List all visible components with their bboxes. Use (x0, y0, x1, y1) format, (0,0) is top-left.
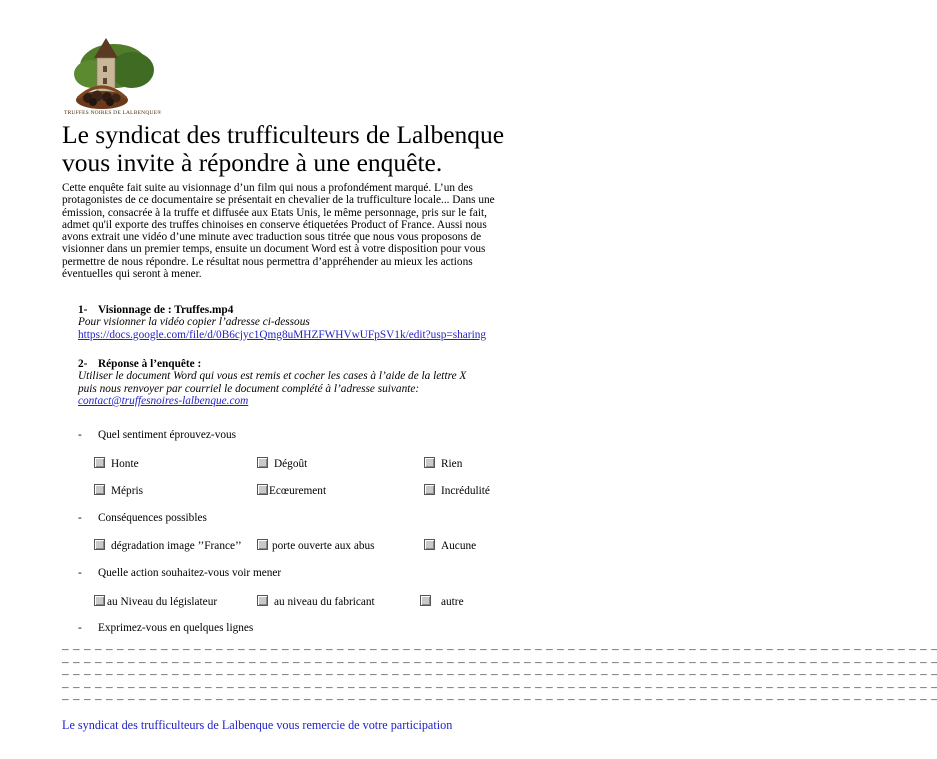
question-action (78, 567, 281, 579)
checkbox[interactable] (420, 595, 431, 606)
answer-line[interactable]: _ _ _ _ _ _ _ _ _ _ _ _ _ _ _ _ _ _ _ _ _ _ _ _ _ _ _ _ _ _ _ _ _ _ _ _ _ _ _ _ _ _ _ _ _ _ _ _ _ _ _ _ _ _ _ _ _ _ _ _ _ _ _ _ _ _ _ _ _ _ _ _ _ _ _ _ _ _ _ _ (62, 666, 937, 679)
intro-paragraph: Cette enquête fait suite au visionnage d’un film qui nous a profondément marqué. L’un des protagonistes de ce documentaire se présentait en chevalier de la trufficulture locale... Dans une émission, consacrée à la truffe et diffusée aux Etats Unis, le même personnage, pris sur le fait, admet qu'il exporte des truffes chinoises en conserve étiquetées Product of France. Aussi nous avons extrait une vidéo d’une minute avec traduction sous titrée que nous vous proposons de visionner dans un premier temps, ensuite un document Word est à votre disposition pour vous permettre de nous répondre. Le résultat nous permettra d’appréhender au mieux les actions éventuelles qui seront à mener. (62, 182, 495, 281)
answer-line[interactable]: _ _ _ _ _ _ _ _ _ _ _ _ _ _ _ _ _ _ _ _ _ _ _ _ _ _ _ _ _ _ _ _ _ _ _ _ _ _ _ _ _ _ _ _ _ _ _ _ _ _ _ _ _ _ _ _ _ _ _ _ _ _ _ _ _ _ _ _ _ _ _ _ _ _ _ _ _ _ _ _ (62, 653, 937, 666)
section-number: 2- (78, 358, 88, 370)
bullet-dash: - (78, 622, 82, 634)
video-instruction: Pour visionner la vidéo copier l’adresse ci-dessous (78, 316, 310, 329)
question-consequences (78, 512, 207, 524)
option-label: au niveau du fabricant (274, 596, 375, 608)
question-free-text (78, 622, 253, 634)
checkbox[interactable] (424, 539, 435, 550)
checkbox[interactable] (257, 595, 268, 606)
option-fabricant[interactable] (257, 595, 375, 608)
checkbox[interactable] (257, 539, 268, 550)
bullet-dash: - (78, 567, 82, 579)
question-label: Quel sentiment éprouvez-vous (98, 429, 237, 441)
answer-lines[interactable] (62, 641, 937, 704)
title-line-1: Le syndicat des trufficulteurs de Lalbenque (62, 120, 505, 149)
section-heading-text: Réponse à l’enquête : (98, 358, 202, 370)
answer-line[interactable]: _ _ _ _ _ _ _ _ _ _ _ _ _ _ _ _ _ _ _ _ _ _ _ _ _ _ _ _ _ _ _ _ _ _ _ _ _ _ _ _ _ _ _ _ _ _ _ _ _ _ _ _ _ _ _ _ _ _ _ _ _ _ _ _ _ _ _ _ _ _ _ _ _ _ _ _ _ _ _ _ (62, 691, 937, 704)
checkbox[interactable] (424, 484, 435, 495)
option-label: Incrédulité (441, 485, 490, 497)
option-label: Rien (441, 458, 463, 470)
option-label: Honte (111, 458, 139, 470)
option-honte[interactable] (94, 457, 139, 470)
section-number: 1- (78, 304, 88, 316)
survey-instruction-2: puis nous renvoyer par courriel le document complété à l’adresse suivante: (78, 382, 420, 395)
option-label: Dégoût (274, 458, 308, 470)
title-line-2: vous invite à répondre à une enquête. (62, 148, 443, 177)
bullet-dash: - (78, 429, 82, 441)
option-label: porte ouverte aux abus (272, 540, 375, 552)
bullet-dash: - (78, 512, 82, 524)
checkbox[interactable] (257, 457, 268, 468)
logo-caption: TRUFFES NOIRES DE LALBENQUE® (64, 110, 162, 116)
checkbox[interactable] (257, 484, 268, 495)
option-rien[interactable] (424, 457, 462, 470)
option-legislateur[interactable] (94, 595, 217, 608)
video-link[interactable]: https://docs.google.com/file/d/0B6cjyc1Qmg8uMHZFWHVwUFpSV1k/edit?usp=sharing (78, 328, 487, 341)
question-label: Conséquences possibles (98, 512, 207, 524)
option-incredulite[interactable] (424, 484, 490, 497)
section-survey-heading (78, 358, 466, 370)
option-label: Ecœurement (269, 485, 327, 497)
option-label: dégradation image ’’France’’ (111, 540, 242, 552)
question-label: Exprimez-vous en quelques lignes (98, 622, 254, 634)
contact-email-link[interactable]: contact@truffesnoires-lalbenque.com (78, 394, 249, 407)
section-video (78, 304, 486, 341)
option-porte-ouverte[interactable] (257, 539, 375, 552)
section-video-heading (78, 304, 486, 316)
checkbox[interactable] (424, 457, 435, 468)
question-label: Quelle action souhaitez-vous voir mener (98, 567, 282, 579)
option-ecoeurement[interactable] (257, 484, 326, 497)
option-label: Aucune (441, 540, 477, 552)
checkbox[interactable] (94, 457, 105, 468)
checkbox[interactable] (94, 539, 105, 550)
checkbox[interactable] (94, 595, 105, 606)
option-degout[interactable] (257, 457, 307, 470)
option-label: Mépris (111, 485, 144, 497)
option-degradation-image[interactable] (94, 539, 242, 552)
answer-line[interactable]: _ _ _ _ _ _ _ _ _ _ _ _ _ _ _ _ _ _ _ _ _ _ _ _ _ _ _ _ _ _ _ _ _ _ _ _ _ _ _ _ _ _ _ _ _ _ _ _ _ _ _ _ _ _ _ _ _ _ _ _ _ _ _ _ _ _ _ _ _ _ _ _ _ _ _ _ _ _ _ _ (62, 678, 937, 691)
option-mepris[interactable] (94, 484, 143, 497)
option-aucune[interactable] (424, 539, 476, 552)
checkbox[interactable] (94, 484, 105, 495)
section-survey (78, 358, 466, 407)
question-feeling (78, 429, 236, 441)
option-autre[interactable] (420, 595, 464, 608)
section-heading-text: Visionnage de : Truffes.mp4 (98, 304, 234, 316)
answer-line[interactable]: _ _ _ _ _ _ _ _ _ _ _ _ _ _ _ _ _ _ _ _ _ _ _ _ _ _ _ _ _ _ _ _ _ _ _ _ _ _ _ _ _ _ _ _ _ _ _ _ _ _ _ _ _ _ _ _ _ _ _ _ _ _ _ _ _ _ _ _ _ _ _ _ _ _ _ _ _ _ _ _ (62, 641, 937, 653)
option-label: autre (441, 596, 464, 608)
option-label: au Niveau du législateur (107, 596, 218, 608)
survey-instruction-1: Utiliser le document Word qui vous est remis et cocher les cases à l’aide de la lettre X (78, 370, 467, 383)
thank-you-note: Le syndicat des trufficulteurs de Lalbenque vous remercie de votre participation (62, 718, 453, 732)
page-title (62, 121, 504, 177)
